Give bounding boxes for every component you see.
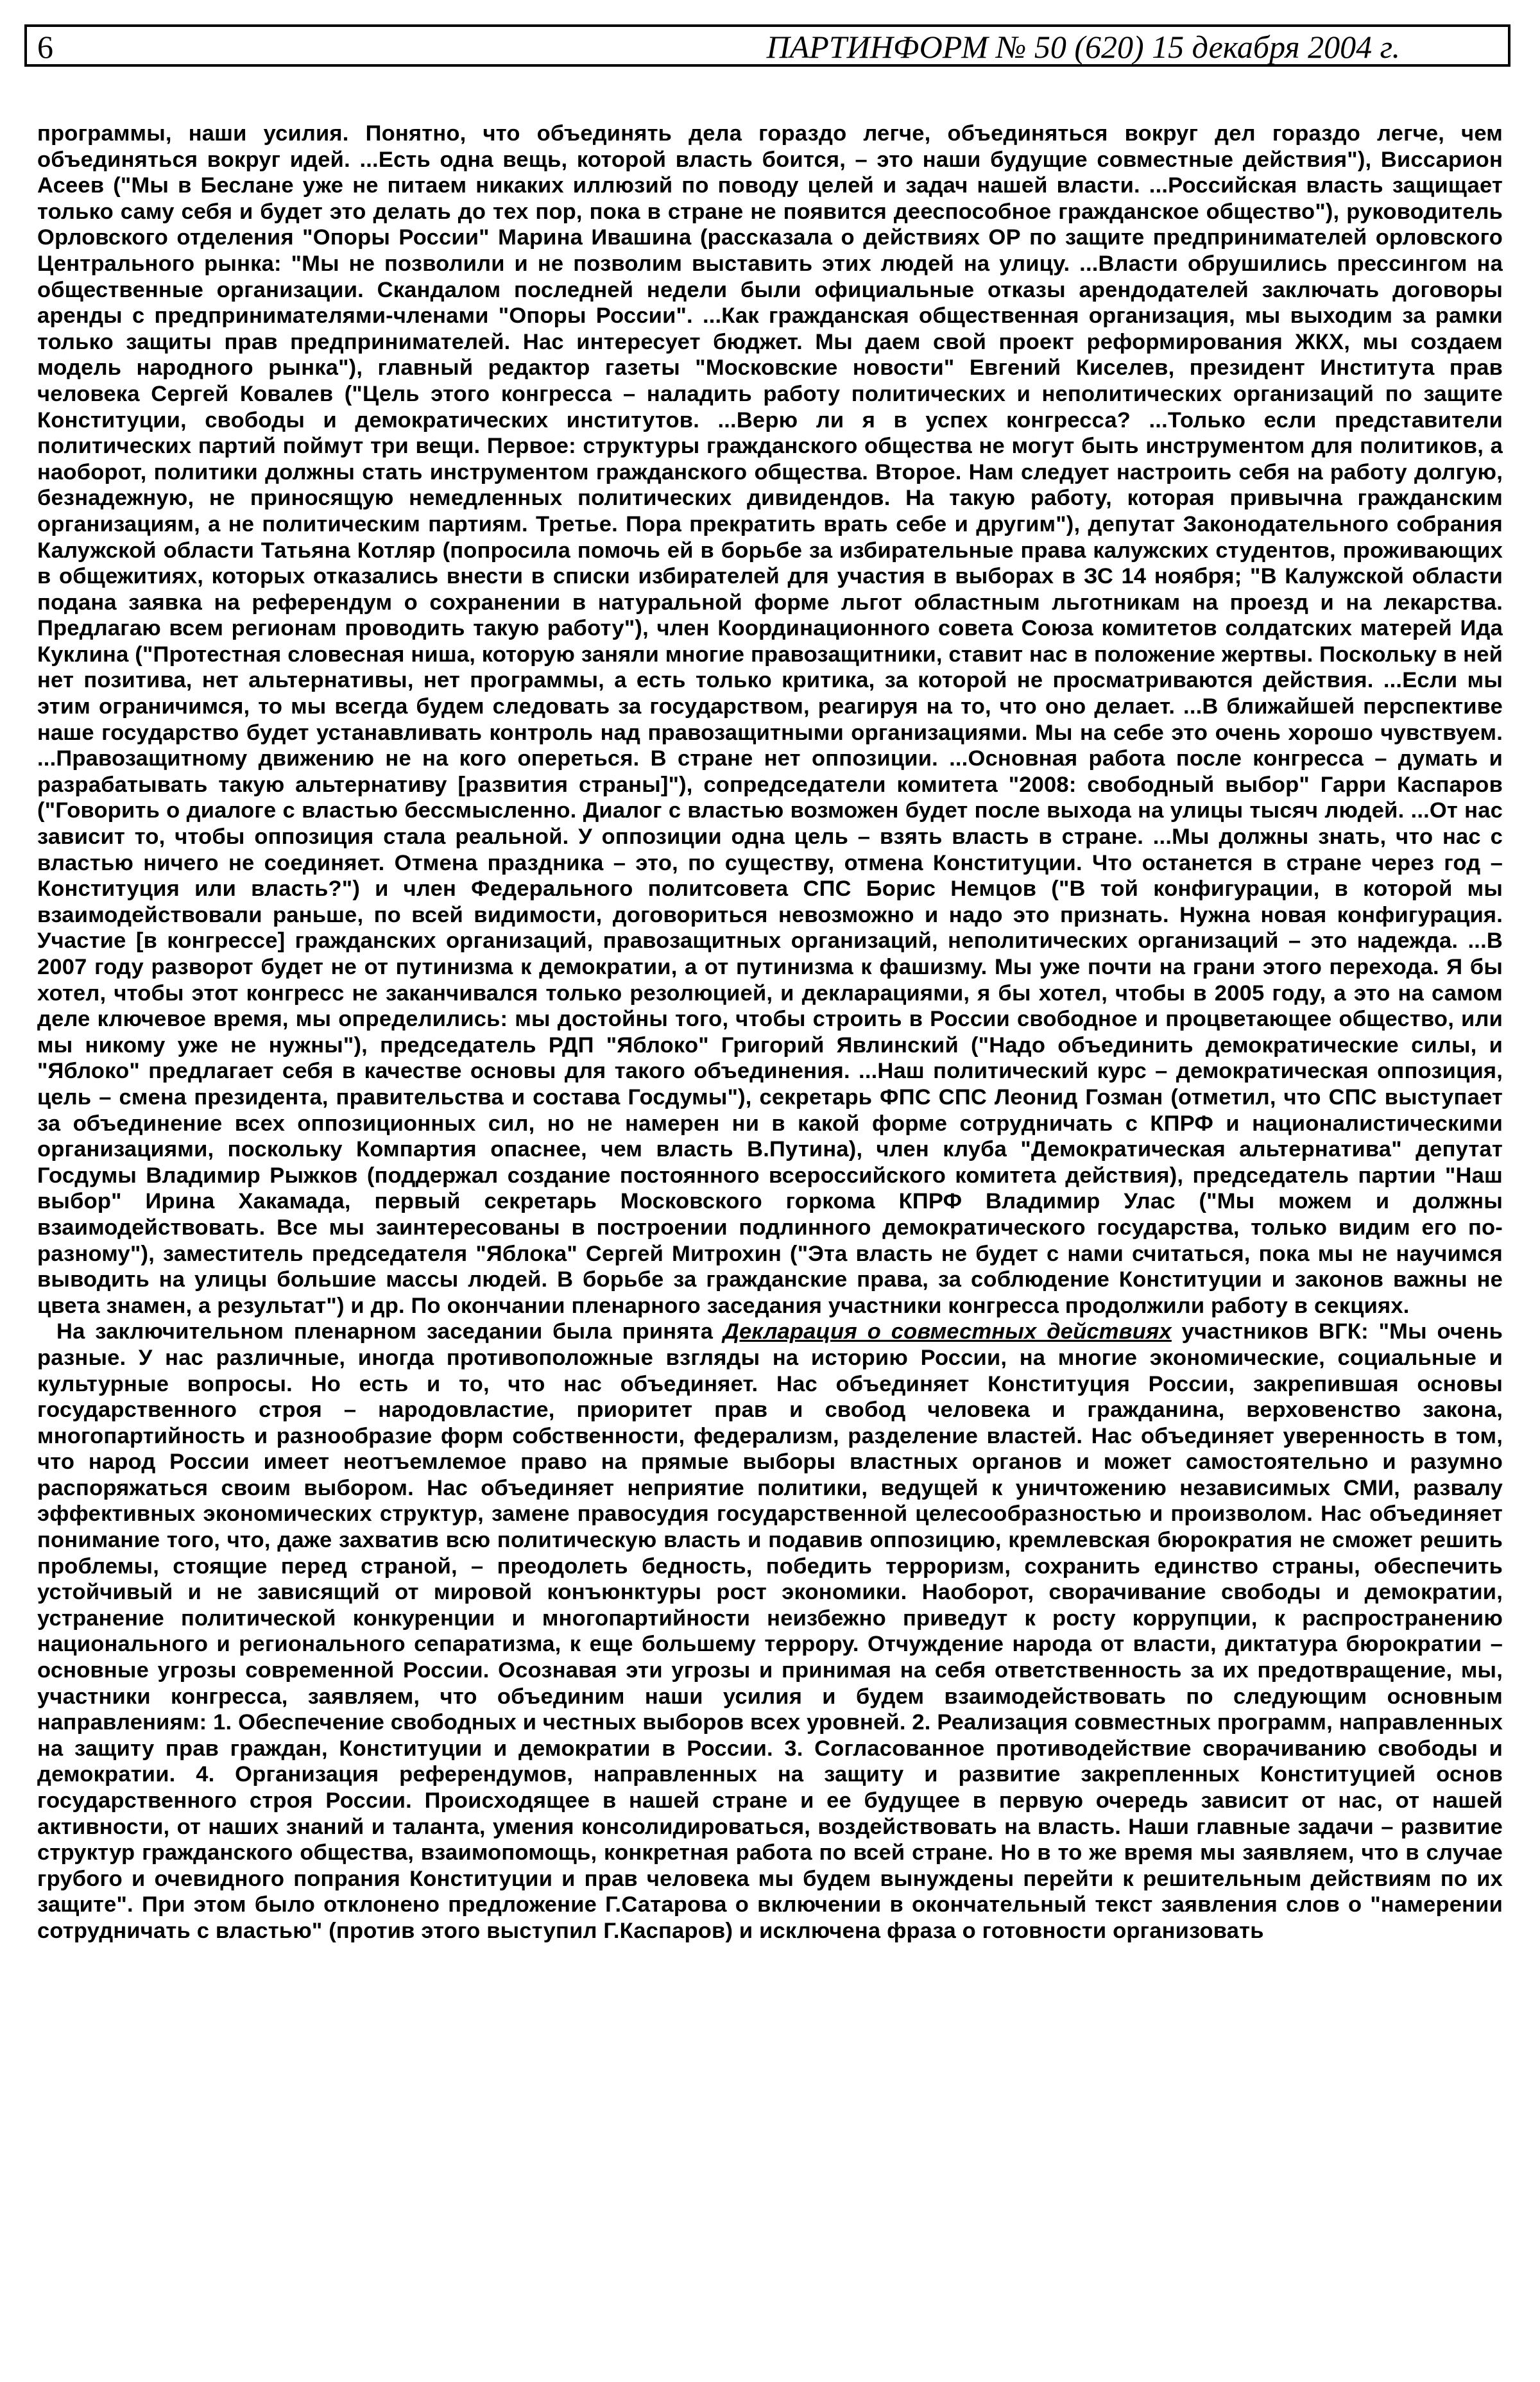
paragraph-1: программы, наши усилия. Понятно, что объединять дела гораздо легче, объединяться вокруг дел гораздо легче, чем объединяться вокруг идей. ...Есть одна вещь, которой власть боится, – это наши будущие совместные действия"), Виссарион Асеев ("Мы в Беслане уже не питаем никаких иллюзий по поводу целей и задач нашей власти. ...Российская власть защищает только саму себя и будет это делать до тех пор, пока в стране не появится дееспособное гражданское общество"), руководитель Орловского отделения "Опоры России" Марина Ивашина (рассказала о действиях ОР по защите предпринимателей орловского Центрального рынка: "Мы не позволили и не позволим выставить этих людей на улицу. ...Власти обрушились прессингом на общественные организации. Скандалом последней недели были официальные отказы арендодателей заключать договоры аренды с предпринимателями-членами "Опоры России". ...Как гражданская общественная организация, мы выходим за рамки только защиты прав предпринимателей. Нас интересует бюджет. Мы даем свой проект реформирования ЖКХ, мы создаем модель народного рынка"), главный редактор газеты "Московские новости" Евгений Киселев, президент Института прав человека Сергей Ковалев ("Цель этого конгресса – наладить работу политических и неполитических организаций по защите Конституции, свободы и демократических институтов. ...Верю ли я в успех конгресса? ...Только если представители политических партий поймут три вещи. Первое: структуры гражданского общества не могут быть инструментом для политиков, а наоборот, политики должны стать инструментом гражданского общества. Второе. Нам следует настроить себя на работу долгую, безнадежную, не приносящую немедленных политических дивидендов. На такую работу, которая привычна гражданским организациям, а не политическим партиям. Третье. Пора прекратить врать себе и другим"), депутат Законодательного собрания Калужской области Татьяна Котляр (попросила помочь ей в борьбе за избирательные права калужских студентов, проживающих в общежитиях, которых отказались внести в списки избирателей для участия в выборах в ЗС 14 ноября; "В Калужской области подана заявка на референдум о сохранении в натуральной форме льгот областным льготникам на проезд и на лекарства. Предлагаю всем регионам проводить такую работу"), член Координационного совета Союза комитетов солдатских матерей Ида Куклина ("Протестная словесная ниша, которую заняли многие правозащитники, ставит нас в положение жертвы. Поскольку в ней нет позитива, нет альтернативы, нет программы, а есть только критика, за которой не просматриваются действия. ...Если мы этим ограничимся, то мы всегда будем следовать за государством, реагируя на то, что оно делает. ...В ближайшей перспективе наше государство будет устанавливать контроль над правозащитными организациями. Мы на себе это очень хорошо чувствуем. ...Правозащитному движению не на кого опереться. В стране нет оппозиции. ...Основная работа после конгресса – думать и разрабатывать такую альтернативу [развития страны]"), сопредседатели комитета "2008: свободный выбор" Гарри Каспаров ("Говорить о диалоге с властью бессмысленно. Диалог с властью возможен будет после выхода на улицы тысяч людей. ...От нас зависит то, чтобы оппозиция стала реальной. У оппозиции одна цель – взять власть в стране. ...Мы должны знать, что нас с властью ничего не соединяет. Отмена праздника – это, по существу, отмена Конституции. Что останется в стране через год – Конституция или власть?") и член Федерального политсовета СПС Борис Немцов ("В той конфигурации, в которой мы взаимодействовали раньше, по всей видимости, договориться невозможно и надо это признать. Нужна новая конфигурация. Участие [в конгрессе] гражданских организаций, правозащитных организаций, неполитических организаций – это надежда. ...В 2007 году разворот будет не от путинизма к демократии, а от путинизма к фашизму. Мы уже почти на грани этого перехода. Я бы хотел, чтобы этот конгресс не заканчивался только резолюцией, и декларациями, я бы хотел, чтобы в 2005 году, а это на самом деле ключевое время, мы определились: мы достойны того, чтобы строить в России свободное и процветающее общество, или мы никому уже не нужны"), председатель РДП "Яблоко" Григорий Явлинский ("Надо объединить демократические силы, и "Яблоко" предлагает себя в качестве основы для такого объединения. ...Наш политический курс – демократическая оппозиция, цель – смена президента, правительства и состава Госдумы"), секретарь ФПС СПС Леонид Гозман (отметил, что СПС выступает за объединение всех оппозиционных сил, но не намерен ни в какой форме сотрудничать с КПРФ и националистическими организациями, поскольку Компартия опаснее, чем власть В.Путина), член клуба "Демократическая альтернатива" депутат Госдумы Владимир Рыжков (поддержал создание постоянного всероссийского комитета действия), председатель партии "Наш выбор" Ирина Хакамада, первый секретарь Московского горкома КПРФ Владимир Улас ("Мы можем и должны взаимодействовать. Все мы заинтересованы в построении подлинного демократического государства, только видим его по-разному"), заместитель председателя "Яблока" Сергей Митрохин ("Эта власть не будет с нами считаться, пока мы не научимся выводить на улицы большие массы людей. В борьбе за гражданские права, за соблюдение Конституции и законов важны не цвета знамен, а результат") и др. По окончании пленарного заседания участники конгресса продолжили работу в секциях.	[37, 121, 1503, 1318]
issue-title: ПАРТИНФОРМ № 50 (620) 15 декабря 2004 г.	[766, 29, 1400, 65]
paragraph-2-body: участников ВГК: "Мы очень разные. У нас различные, иногда противоположные взгляды на историю России, на многие экономические, социальные и культурные вопросы. Но есть и то, что нас объединяет. Нас объединяет Конституция России, закрепившая основы государственного строя – народовластие, приоритет прав и свобод человека и гражданина, верховенство закона, многопартийность и разнообразие форм собственности, федерализм, разделение властей. Нас объединяет уверенность в том, что народ России имеет неотъемлемое право на прямые выборы властных органов и может самостоятельно и разумно распоряжаться своим выбором. Нас объединяет неприятие политики, ведущей к уничтожению независимых СМИ, развалу эффективных экономических структур, замене правосудия государственной целесообразностью и произволом. Нас объединяет понимание того, что, даже захватив всю политическую власть и подавив оппозицию, кремлевская бюрократия не сможет решить проблемы, стоящие перед страной, – преодолеть бедность, победить терроризм, сохранить единство страны, обеспечить устойчивый и не зависящий от мировой конъюнктуры рост экономики. Наоборот, сворачивание свободы и демократии, устранение политической конкуренции и многопартийности неизбежно приведут к росту коррупции, к распространению национального и регионального сепаратизма, к еще большему террору. Отчуждение народа от власти, диктатура бюрократии – основные угрозы современной России. Осознавая эти угрозы и принимая на себя ответственность за их предотвращение, мы, участники конгресса, заявляем, что объединим наши усилия и будем взаимодействовать по следующим основным направлениям: 1. Обеспечение свободных и честных выборов всех уровней. 2. Реализация совместных программ, направленных на защиту прав граждан, Конституции и демократии в России. 3. Согласованное противодействие сворачиванию свободы и демократии. 4. Организация референдумов, направленных на защиту и развитие закрепленных Конституцией основ государственного строя России. Происходящее в нашей стране и ее будущее в первую очередь зависит от нас, от нашей активности, от наших знаний и таланта, умения консолидироваться, воздействовать на власть. Наши главные задачи – развитие структур гражданского общества, взаимопомощь, конкретная работа по всей стране. Но в то же время мы заявляем, что в случае грубого и очевидного попрания Конституции и прав человека мы будем вынуждены перейти к решительным действиям по их защите". При этом было отклонено предложение Г.Сатарова о включении в окончательный текст заявления слов о "намерении сотрудничать с властью" (против этого выступил Г.Каспаров) и исключена фраза о готовности организовать	[37, 1319, 1503, 1943]
page-number: 6	[37, 29, 53, 65]
paragraph-2	[37, 1319, 1503, 1944]
article-body	[37, 121, 1503, 1944]
page-header	[24, 24, 1510, 67]
declaration-link[interactable]: Декларация о совместных действиях	[723, 1319, 1172, 1344]
paragraph-2-lead: На заключительном пленарном заседании была принята	[56, 1319, 723, 1344]
